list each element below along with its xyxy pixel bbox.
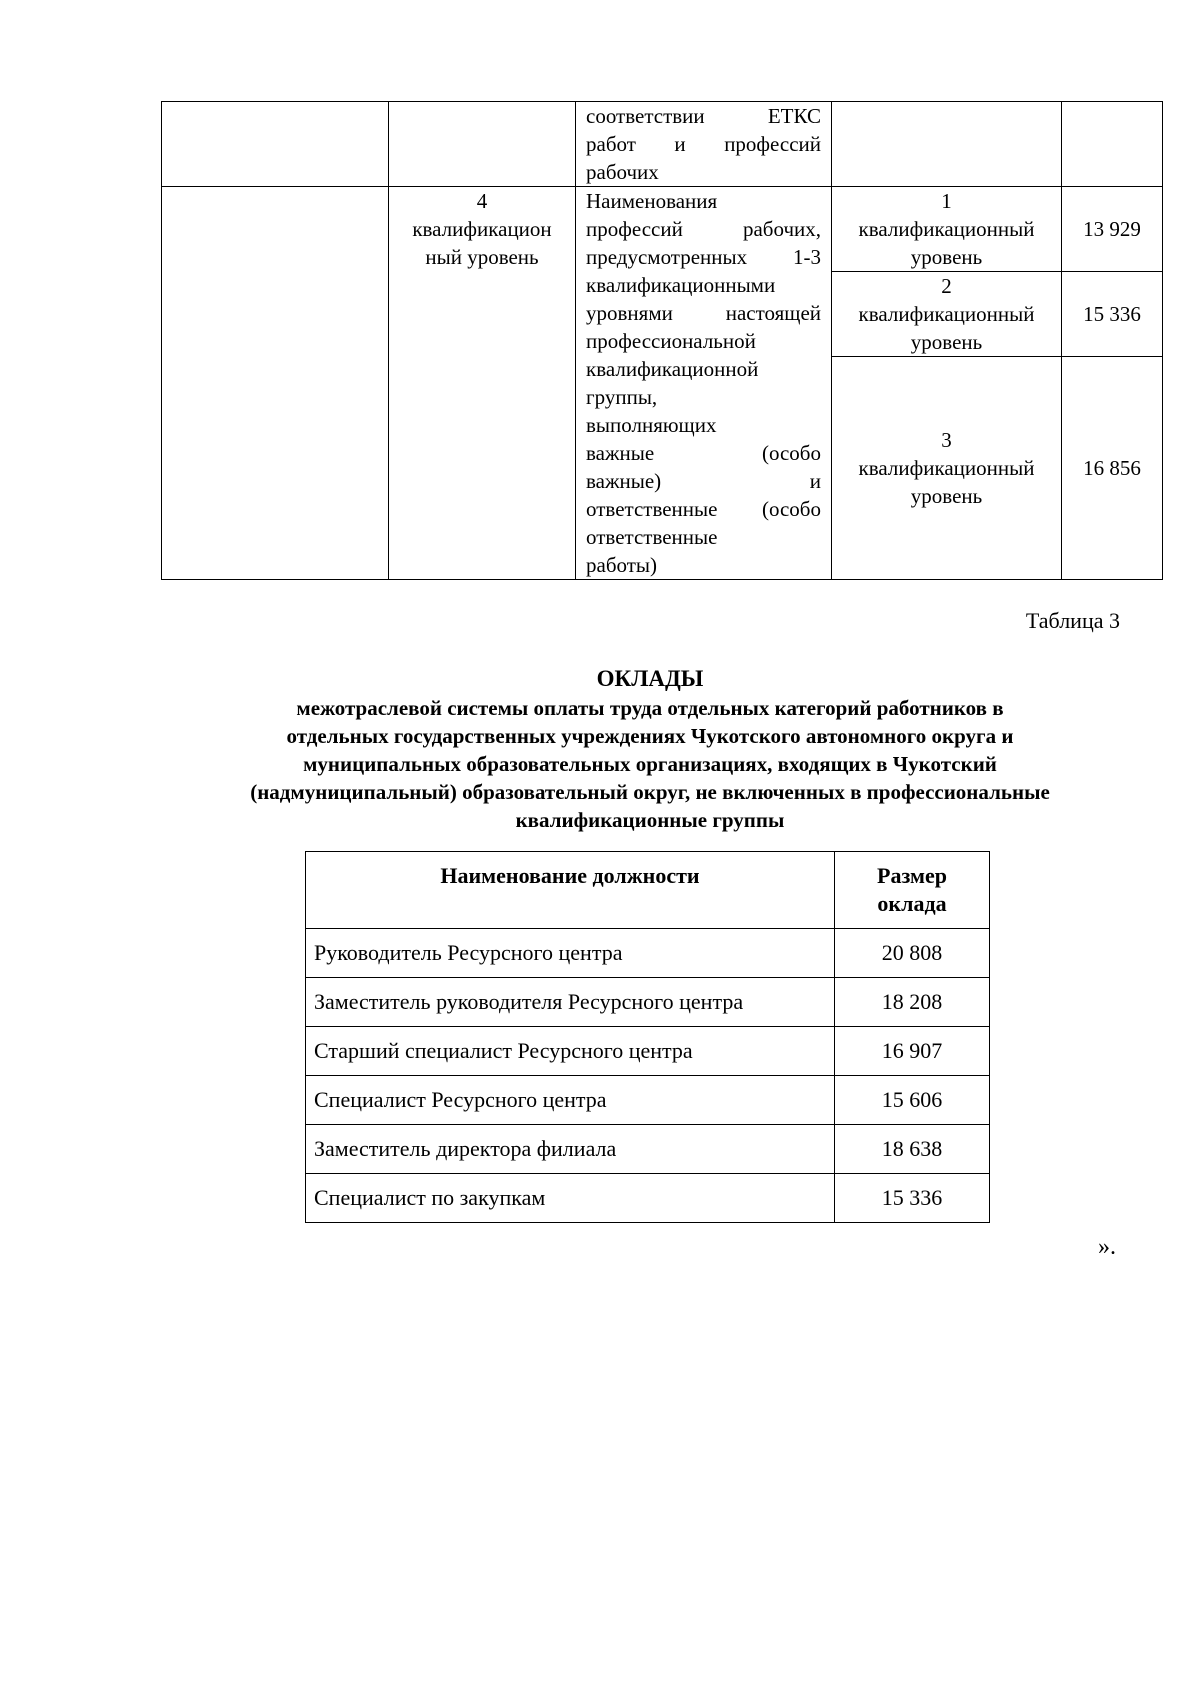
table-cell-salary bbox=[1062, 272, 1163, 357]
description-line: группы, bbox=[586, 385, 658, 409]
title-subtitle-line: межотраслевой системы оплаты труда отдельных категорий работников в bbox=[296, 696, 1004, 720]
table-row bbox=[306, 929, 990, 978]
position-cell: Старший специалист Ресурсного центра bbox=[306, 1027, 835, 1076]
amount-cell: 18 638 bbox=[835, 1125, 990, 1174]
position-cell: Заместитель руководителя Ресурсного центра bbox=[306, 978, 835, 1027]
description-line: квалификационной bbox=[586, 357, 759, 381]
sublevel-label: уровень bbox=[910, 245, 983, 269]
table-cell-salary bbox=[1062, 187, 1163, 272]
salary-value: 16 856 bbox=[1083, 456, 1141, 480]
level-label-line: ный уровень bbox=[425, 245, 539, 269]
table-row bbox=[306, 1125, 990, 1174]
position-cell: Заместитель директора филиала bbox=[306, 1125, 835, 1174]
salary-value: 13 929 bbox=[1083, 217, 1141, 241]
table-row bbox=[306, 978, 990, 1027]
level-label-line: квалификацион bbox=[412, 217, 552, 241]
table-header-row bbox=[306, 852, 990, 929]
sublevel-label: квалификационный bbox=[858, 217, 1035, 241]
description-line: важные) и bbox=[586, 469, 821, 493]
title-main: ОКЛАДЫ bbox=[596, 666, 704, 691]
sublevel-label: уровень bbox=[910, 484, 983, 508]
table-row bbox=[306, 1076, 990, 1125]
table-cell-empty bbox=[162, 187, 389, 580]
description-line: соответствии ЕТКС bbox=[586, 104, 821, 128]
description-line: предусмотренных 1-3 bbox=[586, 245, 821, 269]
description-line: выполняющих bbox=[586, 413, 717, 437]
table-title bbox=[140, 664, 1160, 834]
table-cell-sublevel bbox=[832, 357, 1062, 580]
table-cell-level bbox=[389, 187, 576, 580]
header-amount bbox=[835, 852, 990, 929]
amount-cell: 18 208 bbox=[835, 978, 990, 1027]
qualification-table bbox=[161, 101, 1163, 580]
description-line: ответственные (особо bbox=[586, 497, 821, 521]
table-row bbox=[162, 187, 1163, 272]
salary-table bbox=[305, 851, 990, 1223]
title-subtitle-line: квалификационные группы bbox=[515, 808, 785, 832]
table-caption: Таблица 3 bbox=[1025, 608, 1120, 633]
description-line: Наименования bbox=[586, 189, 718, 213]
description-line: уровнями настоящей bbox=[586, 301, 821, 325]
title-subtitle-line: (надмуниципальный) образовательный округ, не включенных в профессиональные bbox=[250, 780, 1050, 804]
description-line: профессиональной bbox=[586, 329, 756, 353]
description-line: работы) bbox=[586, 553, 658, 577]
sublevel-number: 2 bbox=[941, 274, 952, 298]
amount-cell: 20 808 bbox=[835, 929, 990, 978]
description-line: ответственные bbox=[586, 525, 718, 549]
table-cell-sublevel bbox=[832, 272, 1062, 357]
table-cell-description bbox=[576, 187, 832, 580]
amount-cell: 15 606 bbox=[835, 1076, 990, 1125]
description-line: работ и профессий bbox=[586, 132, 821, 156]
amount-cell: 15 336 bbox=[835, 1174, 990, 1223]
title-subtitle-line: муниципальных образовательных организациях, входящих в Чукотский bbox=[303, 752, 997, 776]
amount-cell: 16 907 bbox=[835, 1027, 990, 1076]
sublevel-number: 1 bbox=[941, 189, 952, 213]
sublevel-number: 3 bbox=[941, 428, 952, 452]
header-amount-line: оклада bbox=[877, 891, 947, 916]
description-line: квалификационными bbox=[586, 273, 776, 297]
table-cell-empty bbox=[832, 102, 1062, 187]
position-cell: Специалист Ресурсного центра bbox=[306, 1076, 835, 1125]
description-line: рабочих bbox=[586, 160, 659, 184]
table-cell-description bbox=[576, 102, 832, 187]
closing-quote: ». bbox=[1098, 1234, 1116, 1260]
title-subtitle-line: отдельных государственных учреждениях Чукотского автономного округа и bbox=[286, 724, 1014, 748]
table-cell-salary bbox=[1062, 357, 1163, 580]
table-row bbox=[162, 102, 1163, 187]
position-cell: Специалист по закупкам bbox=[306, 1174, 835, 1223]
table-cell-sublevel bbox=[832, 187, 1062, 272]
sublevel-label: уровень bbox=[910, 330, 983, 354]
header-position: Наименование должности bbox=[306, 852, 835, 929]
table-row bbox=[306, 1027, 990, 1076]
level-number: 4 bbox=[476, 189, 488, 213]
description-line: важные (особо bbox=[586, 441, 821, 465]
position-cell: Руководитель Ресурсного центра bbox=[306, 929, 835, 978]
description-line: профессий рабочих, bbox=[586, 217, 821, 241]
table-cell-empty bbox=[389, 102, 576, 187]
table-row bbox=[306, 1174, 990, 1223]
header-amount-line: Размер bbox=[877, 863, 947, 888]
sublevel-label: квалификационный bbox=[858, 456, 1035, 480]
sublevel-label: квалификационный bbox=[858, 302, 1035, 326]
salary-value: 15 336 bbox=[1083, 302, 1141, 326]
table-cell-empty bbox=[1062, 102, 1163, 187]
table-cell-empty bbox=[162, 102, 389, 187]
